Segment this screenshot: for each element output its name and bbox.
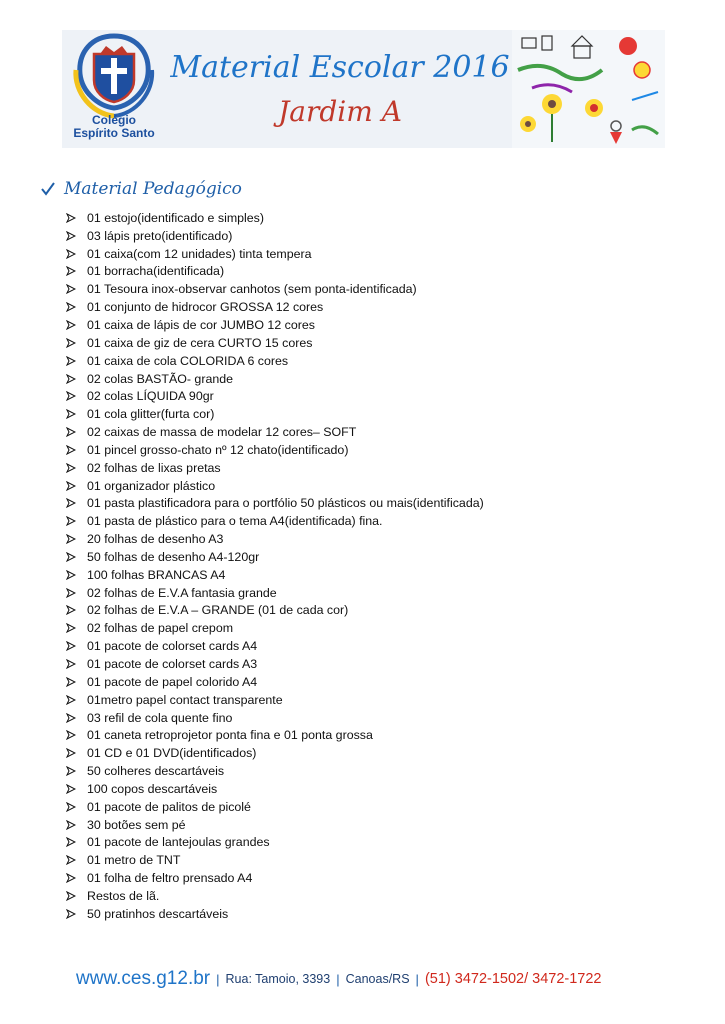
list-item [66, 280, 484, 298]
list-item [66, 780, 484, 798]
footer [76, 964, 602, 994]
section-heading [40, 177, 242, 201]
list-item-text: 01 caixa de giz de cera CURTO 15 cores [87, 335, 313, 350]
arrow-bullet-icon [66, 695, 76, 705]
arrow-bullet-icon [66, 855, 76, 865]
list-item-text: 100 copos descartáveis [87, 781, 218, 796]
arrow-bullet-icon [66, 481, 76, 491]
arrow-bullet-icon [66, 748, 76, 758]
arrow-bullet-icon [66, 659, 76, 669]
list-item [66, 316, 484, 334]
list-item [66, 298, 484, 316]
arrow-bullet-icon [66, 570, 76, 580]
arrow-bullet-icon [66, 338, 76, 348]
list-item-text: 02 folhas de E.V.A fantasia grande [87, 585, 277, 600]
list-item-text: 01 estojo(identificado e simples) [87, 210, 265, 225]
material-list [66, 209, 484, 923]
list-item [66, 495, 484, 513]
list-item [66, 637, 484, 655]
list-item [66, 530, 484, 548]
list-item [66, 762, 484, 780]
list-item-text: 01 caixa de cola COLORIDA 6 cores [87, 353, 289, 368]
checkmark-icon [40, 181, 56, 197]
children-drawing-illustration [512, 30, 665, 148]
list-item [66, 673, 484, 691]
list-item-text: 02 colas BASTÃO- grande [87, 371, 234, 386]
arrow-bullet-icon [66, 784, 76, 794]
arrow-bullet-icon [66, 713, 76, 723]
website-link[interactable]: www.ces.g12.br [76, 968, 211, 989]
list-item-text: 01metro papel contact transparente [87, 692, 283, 707]
arrow-bullet-icon [66, 284, 76, 294]
list-item-text: 01 Tesoura inox-observar canhotos (sem ponta-identificada) [87, 282, 417, 297]
list-item-text: 01 folha de feltro prensado A4 [87, 871, 253, 886]
list-item [66, 691, 484, 709]
footer-address: Rua: Tamoio, 3393 [225, 972, 331, 986]
list-item-text: 01 organizador plástico [87, 478, 216, 493]
header-banner [62, 30, 665, 148]
list-item-text: 01 CD e 01 DVD(identificados) [87, 746, 257, 761]
arrow-bullet-icon [66, 588, 76, 598]
list-item-text: 03 lápis preto(identificado) [87, 228, 233, 243]
list-item [66, 869, 484, 887]
arrow-bullet-icon [66, 891, 76, 901]
arrow-bullet-icon [66, 249, 76, 259]
list-item-text: 01 metro de TNT [87, 853, 181, 868]
arrow-bullet-icon [66, 266, 76, 276]
list-item [66, 209, 484, 227]
list-item [66, 851, 484, 869]
list-item-text: Restos de lã. [87, 888, 160, 903]
list-item [66, 263, 484, 281]
page-subtitle: Jardim A [278, 95, 402, 128]
arrow-bullet-icon [66, 231, 76, 241]
list-item [66, 709, 484, 727]
list-item [66, 441, 484, 459]
list-item-text: 01 caixa de lápis de cor JUMBO 12 cores [87, 317, 315, 332]
arrow-bullet-icon [66, 909, 76, 919]
footer-separator: | [216, 971, 220, 987]
list-item [66, 744, 484, 762]
list-item [66, 387, 484, 405]
arrow-bullet-icon [66, 409, 76, 419]
arrow-bullet-icon [66, 552, 76, 562]
footer-phone: (51) 3472-1502/ 3472-1722 [424, 971, 602, 987]
list-item [66, 798, 484, 816]
page-title: Material Escolar 2016 [170, 50, 510, 85]
arrow-bullet-icon [66, 320, 76, 330]
list-item [66, 905, 484, 923]
arrow-bullet-icon [66, 213, 76, 223]
arrow-bullet-icon [66, 677, 76, 687]
list-item-text: 01 cola glitter(furta cor) [87, 407, 215, 422]
list-item-text: 03 refil de cola quente fino [87, 710, 233, 725]
list-item-text: 02 folhas de lixas pretas [87, 460, 221, 475]
list-item [66, 227, 484, 245]
arrow-bullet-icon [66, 427, 76, 437]
list-item-text: 01 pasta de plástico para o tema A4(identificada) fina. [87, 514, 383, 529]
list-item-text: 50 folhas de desenho A4-120gr [87, 549, 260, 564]
list-item [66, 887, 484, 905]
list-item-text: 02 folhas de papel crepom [87, 621, 234, 636]
arrow-bullet-icon [66, 766, 76, 776]
list-item [66, 655, 484, 673]
footer-separator: | [415, 971, 419, 987]
list-item-text: 20 folhas de desenho A3 [87, 532, 224, 547]
list-item-text: 01 conjunto de hidrocor GROSSA 12 cores [87, 300, 324, 315]
list-item [66, 834, 484, 852]
list-item-text: 02 folhas de E.V.A – GRANDE (01 de cada cor) [87, 603, 349, 618]
list-item-text: 01 pacote de lantejoulas grandes [87, 835, 270, 850]
list-item-text: 100 folhas BRANCAS A4 [87, 567, 226, 582]
list-item-text: 50 colheres descartáveis [87, 764, 225, 779]
list-item [66, 423, 484, 441]
list-item [66, 352, 484, 370]
list-item-text: 02 caixas de massa de modelar 12 cores– SOFT [87, 425, 357, 440]
list-item [66, 566, 484, 584]
list-item-text: 01 pasta plastificadora para o portfólio 50 plásticos ou mais(identificada) [87, 496, 484, 511]
list-item-text: 01 pacote de palitos de picolé [87, 799, 251, 814]
arrow-bullet-icon [66, 873, 76, 883]
section-title: Material Pedagógico [64, 179, 242, 199]
arrow-bullet-icon [66, 391, 76, 401]
list-item [66, 245, 484, 263]
list-item [66, 726, 484, 744]
school-name-line2: Espírito Santo [73, 126, 155, 140]
list-item [66, 816, 484, 834]
list-item-text: 01 pacote de papel colorido A4 [87, 674, 258, 689]
arrow-bullet-icon [66, 802, 76, 812]
list-item [66, 512, 484, 530]
list-item-text: 01 caneta retroprojetor ponta fina e 01 ponta grossa [87, 728, 373, 743]
list-item [66, 619, 484, 637]
arrow-bullet-icon [66, 356, 76, 366]
arrow-bullet-icon [66, 534, 76, 544]
list-item-text: 01 pacote de colorset cards A4 [87, 639, 258, 654]
arrow-bullet-icon [66, 498, 76, 508]
arrow-bullet-icon [66, 641, 76, 651]
list-item-text: 01 caixa(com 12 unidades) tinta tempera [87, 246, 312, 261]
arrow-bullet-icon [66, 445, 76, 455]
arrow-bullet-icon [66, 837, 76, 847]
arrow-bullet-icon [66, 516, 76, 526]
arrow-bullet-icon [66, 302, 76, 312]
list-item [66, 548, 484, 566]
list-item-text: 50 pratinhos descartáveis [87, 906, 229, 921]
school-name-line1: Colégio [92, 113, 136, 127]
list-item [66, 370, 484, 388]
list-item [66, 334, 484, 352]
arrow-bullet-icon [66, 820, 76, 830]
list-item [66, 459, 484, 477]
arrow-bullet-icon [66, 463, 76, 473]
arrow-bullet-icon [66, 623, 76, 633]
list-item-text: 01 pincel grosso-chato nº 12 chato(identificado) [87, 442, 349, 457]
arrow-bullet-icon [66, 730, 76, 740]
footer-city: Canoas/RS [345, 972, 410, 986]
list-item [66, 405, 484, 423]
list-item-text: 30 botões sem pé [87, 817, 186, 832]
arrow-bullet-icon [66, 605, 76, 615]
list-item [66, 477, 484, 495]
list-item-text: 01 borracha(identificada) [87, 264, 225, 279]
list-item [66, 602, 484, 620]
arrow-bullet-icon [66, 374, 76, 384]
list-item-text: 02 colas LÍQUIDA 90gr [87, 389, 214, 404]
footer-separator: | [336, 971, 340, 987]
list-item-text: 01 pacote de colorset cards A3 [87, 657, 258, 672]
school-name [62, 114, 166, 140]
list-item [66, 584, 484, 602]
